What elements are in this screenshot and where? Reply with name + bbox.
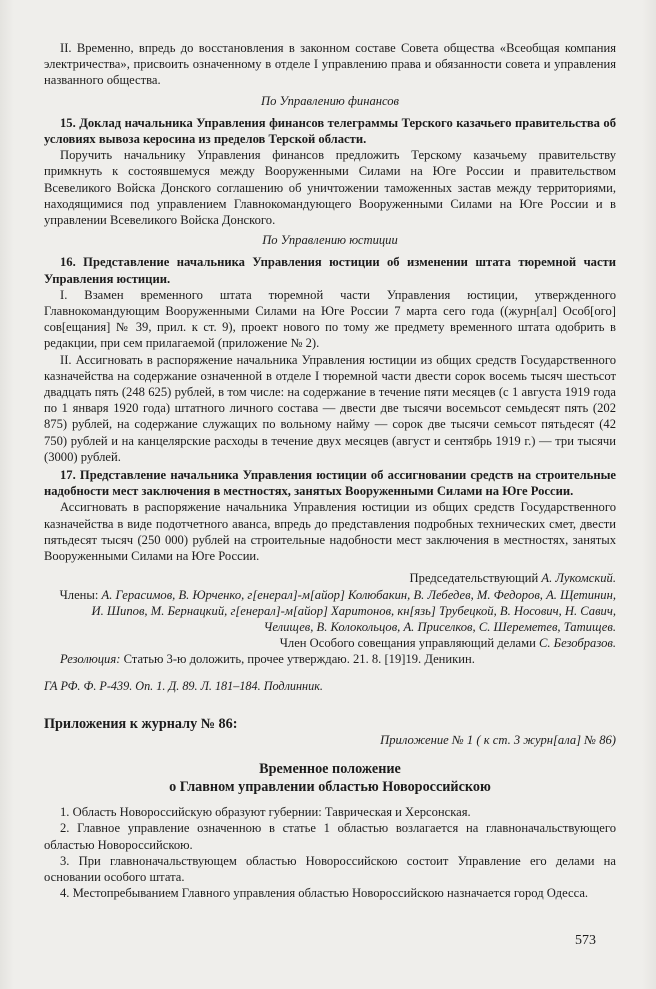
annex-item-4: 4. Местопребыванием Главного управления областью Новороссийскою назначается город Одесса.	[60, 886, 589, 901]
article-17-heading: 17. Представление начальника Управления юстиции об ассигновании средств на строительные надобности мест заключения в местностях, занятых Вооруженными Силами на Юге России.	[44, 468, 616, 499]
chair-name: А. Лукомский.	[541, 571, 616, 586]
section-heading-justice: По Управлению юстиции	[262, 233, 398, 248]
members-list-2c: Трубецкой, В. Носович, Н. Савич,	[438, 603, 616, 618]
annex-item-1: 1. Область Новороссийскую образуют губернии: Таврическая и Херсонская.	[60, 805, 471, 820]
affairs-name: С. Безобразов.	[538, 636, 616, 651]
annex-heading: Приложения к журналу № 86:	[44, 715, 238, 732]
affairs-signature	[44, 635, 616, 651]
members-line-1	[44, 587, 616, 603]
members-list-2b: Харитонов, кн[язь]	[331, 603, 436, 618]
annex-title-line-2: о Главном управлении областью Новороссийскою	[169, 779, 491, 796]
section-heading-finance: По Управлению финансов	[260, 93, 400, 108]
chair-role: Председательствующий	[409, 571, 539, 586]
article-15-text: Поручить начальнику Управления финансов предложить Терскому казачьему правительству примкнуть к состоявшемуся между Вооруженными Силами на Юге России и правительством Всевеликого Войска Донского соглашению об уничтожении таможенных застав между территориями, находящимися под управлением Главнокомандующего Вооруженными Силами на Юге России и в управлении Всевеликого Войска Донского.	[44, 148, 616, 228]
resolution-label: Резолюция:	[60, 652, 121, 667]
annex-item-3: 3. При главноначальствующем областью Новороссийскою состоит Управление его делами на основании особого штата.	[44, 853, 616, 884]
annex-title-line-1: Временное положение	[259, 761, 401, 778]
article-16-part-1: I. Взамен временного штата тюремной части Управления юстиции, утвержденного Главнокомандующим Вооруженными Силами на Юге России 7 марта сего года ((журн[ал] Особ[ого] сов[ещания] № 39, прил. к ст. 9), проект нового по тому же предмету временного штата одобрить в редакции, при сем прилагаемой (приложение № 2).	[44, 287, 616, 351]
chair-signature	[44, 570, 616, 586]
members-line-3: Челищев, В. Колокольцов, А. Приселков, С. Шереметев, Татищев.	[263, 619, 616, 634]
paragraph-article-14-part-2: II. Временно, впредь до восстановления в законном составе Совета общества «Всеобщая компания электричества», присвоить означенному в отделе I управлению права и обязанности совета и управления названного общества.	[44, 41, 616, 88]
article-16-part-2: II. Ассигновать в распоряжение начальника Управления юстиции из общих средств Государственного казначейства на содержание означенной в отделе I тюремной части двести сорок восемь тысяч шестьсот двадцать пять (248 625) рублей, в том числе: на содержание в течение пяти месяцев (с 1 августа 1919 года по 1 января 1920 года) штатного личного состава — двести две тысячи восемьсот семьдесят пять (202 875) рублей, на содержание служащих по вольному найму — сорок две тысячи семьсот пятьдесят (42 750) рублей и на канцелярские расходы в течение двух месяцев (август и сентябрь 1919 г.) — три тысячи (3000) рублей.	[44, 352, 617, 464]
archive-source: ГА РФ. Ф. Р-439. Оп. 1. Д. 89. Л. 181–184. Подлинник.	[44, 678, 323, 693]
page-number: 573	[575, 933, 596, 948]
affairs-role: Член Особого совещания управляющий делами	[279, 636, 536, 651]
annex-reference: Приложение № 1 ( к ст. 3 журн[ала] № 86)	[380, 732, 616, 747]
members-list-1: А. Герасимов, В. Юрченко, г[енерал]-м[айор] Колюбакин, В. Лебедев, М. Федоров, А. Щетинин,	[101, 587, 616, 602]
article-17-text: Ассигновать в распоряжение начальника Управления юстиции из общих средств Государственного казначейства в виде подотчетного аванса, впредь до представления подробных технических смет, двести пятьдесят тысяч (250 000) рублей на строительные надобности мест заключения в местностях, занятых Вооруженными Силами на Юге России.	[44, 500, 616, 564]
article-16-heading: 16. Представление начальника Управления юстиции об изменении штата тюремной части Управления юстиции.	[44, 255, 616, 286]
members-label: Члены:	[59, 587, 99, 602]
resolution	[44, 651, 616, 667]
resolution-text: Статью 3-ю доложить, прочее утверждаю. 21. 8. [19]19. Деникин.	[123, 652, 475, 667]
members-line-2	[44, 603, 616, 619]
annex-item-2: 2. Главное управление означенною в статье 1 областью возлагается на главноначальствующего областью Новороссийскою.	[44, 821, 616, 852]
members-list-2a: И. Шипов, М. Бернацкий, г[енерал]-м[айор]	[91, 603, 328, 618]
article-15-heading: 15. Доклад начальника Управления финансов телеграммы Терского казачьего правительства об условиях вывоза керосина из пределов Терской области.	[44, 115, 616, 147]
